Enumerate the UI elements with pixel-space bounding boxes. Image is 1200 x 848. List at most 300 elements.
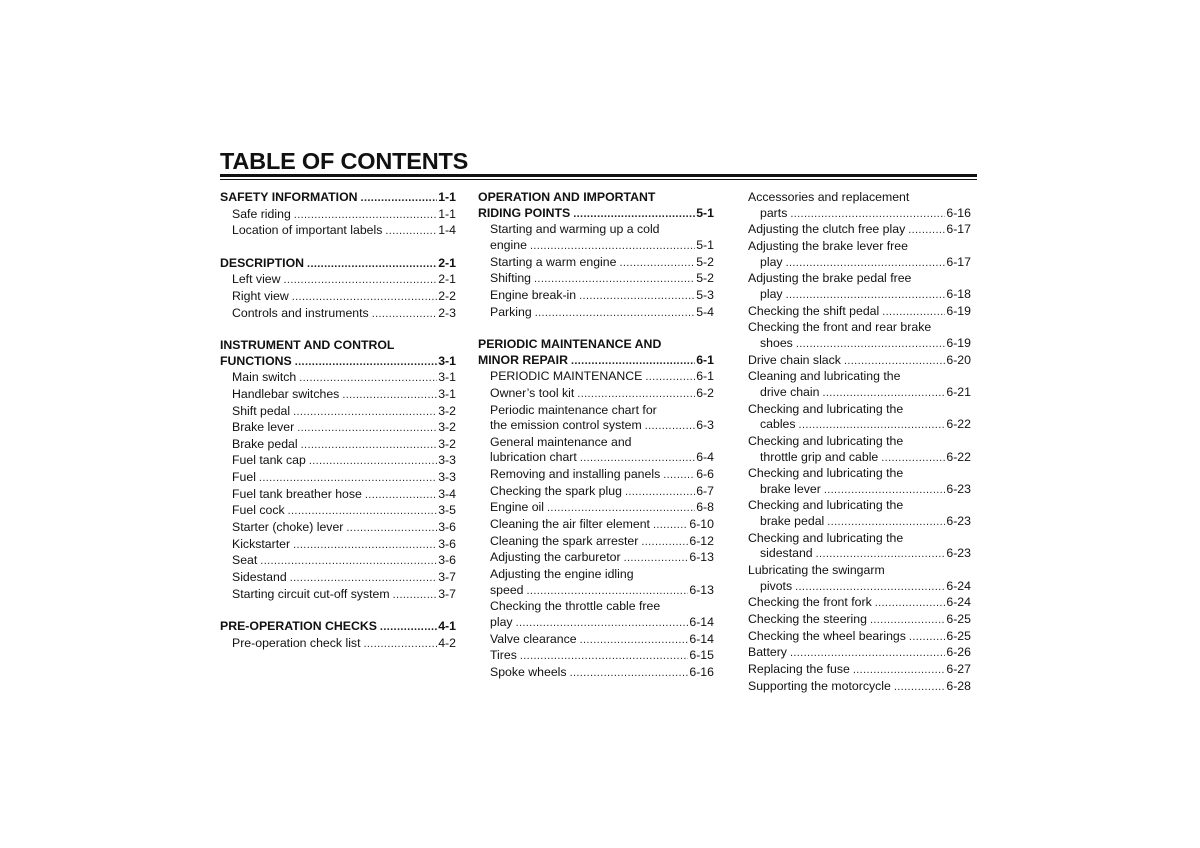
toc-entry [220,636,456,653]
toc-page-number: 5-1 [696,237,714,252]
toc-entry [478,583,714,600]
dot-leader [799,418,946,434]
toc-entry [220,289,456,306]
toc-page-number: 6-18 [946,286,971,301]
toc-entry-label: Location of important labels [232,223,383,238]
toc-entry-label: Adjusting the clutch free play [748,222,906,237]
toc-entry-label: Removing and installing panels [490,467,661,482]
toc-entry-label: Sidestand [232,570,287,585]
toc-entry-label: lubrication chart [490,450,577,465]
section-gap [220,240,456,256]
toc-page-number: 6-28 [946,678,971,693]
dot-leader [346,521,437,537]
toc-entry [748,612,971,629]
toc-page-number: 6-16 [946,205,971,220]
toc-page-number: 6-3 [696,418,714,433]
toc-entry-label: Battery [748,645,787,660]
toc-entry [220,453,456,470]
toc-entry-label: Shift pedal [232,403,291,418]
toc-entry-label: Drive chain slack [748,352,841,367]
section-gap [220,322,456,338]
dot-leader [571,354,695,370]
toc-entry [748,271,971,287]
toc-entry [220,503,456,520]
toc-entry [748,239,971,255]
toc-entry [478,567,714,583]
toc-entry [220,223,456,240]
toc-entry [748,304,971,321]
toc-page-number: 6-1 [696,352,714,367]
toc-page-number: 6-23 [946,546,971,561]
toc-entry-label: Valve clearance [490,631,577,646]
toc-entry-label: Fuel tank breather hose [232,486,362,501]
toc-page-number: 2-1 [438,272,456,287]
toc-entry-label: Checking and lubricating the [748,498,904,513]
toc-entry-label: Left view [232,272,281,287]
section-gap [478,321,714,337]
toc-entry-label: play [490,615,513,630]
dot-leader [570,666,689,682]
toc-section-entry [220,256,456,273]
toc-entry-label: Adjusting the brake pedal free [748,271,912,286]
toc-page-number: 6-23 [946,514,971,529]
toc-page-number: 6-8 [696,500,714,515]
dot-leader [301,438,438,454]
toc-entry [478,534,714,551]
dot-leader [790,646,945,662]
toc-entry-label: shoes [760,335,793,350]
toc-entry [748,206,971,223]
toc-entry-label: Checking and lubricating the [748,530,904,545]
toc-entry [748,434,971,450]
dot-leader [380,620,437,636]
toc-entry [748,595,971,612]
toc-page-number: 3-2 [438,436,456,451]
toc-page-number: 3-5 [438,503,456,518]
toc-entry-label: Starting and warming up a cold [490,222,660,237]
toc-page-number: 6-26 [946,645,971,660]
dot-leader [342,388,437,404]
toc-entry-label: Spoke wheels [490,665,567,680]
toc-entry-label: Checking the front fork [748,595,872,610]
toc-page-number: 3-6 [438,553,456,568]
toc-column-2 [478,190,714,682]
toc-entry [748,482,971,499]
toc-entry-label: speed [490,582,524,597]
toc-entry-label: RIDING POINTS [478,205,571,220]
toc-entry [478,665,714,682]
dot-leader [292,290,437,306]
toc-entry-label: Cleaning the spark arrester [490,533,639,548]
toc-entry [220,207,456,224]
toc-entry [748,563,971,579]
dot-leader [307,257,437,273]
dot-leader [293,538,437,554]
toc-entry-label: Checking the steering [748,612,867,627]
toc-entry [220,404,456,421]
toc-page-number: 1-1 [438,206,456,221]
toc-entry [478,599,714,615]
toc-entry [748,546,971,563]
dot-leader [288,504,438,520]
toc-page-number: 5-2 [696,254,714,269]
toc-entry-label: the emission control system [490,418,642,433]
dot-leader [786,288,946,304]
toc-entry-label: Cleaning and lubricating the [748,369,901,384]
toc-entry [748,466,971,482]
toc-entry [478,632,714,649]
toc-entry-label: Fuel cock [232,503,285,518]
toc-entry [220,487,456,504]
dot-leader [844,354,945,370]
toc-page-number: 5-2 [696,271,714,286]
dot-leader [527,584,689,600]
toc-entry-label: FUNCTIONS [220,353,292,368]
toc-entry-label: General maintenance and [490,434,632,449]
dot-leader [816,547,946,563]
dot-leader [284,273,438,289]
toc-entry-label: Engine break-in [490,287,577,302]
toc-entry [220,537,456,554]
toc-section-entry [220,190,456,207]
toc-entry [220,370,456,387]
toc-page-number: 6-13 [689,550,714,565]
toc-entry-label: cables [760,417,796,432]
toc-entry-label: Checking and lubricating the [748,401,904,416]
toc-entry-label: INSTRUMENT AND CONTROL [220,337,395,352]
dot-leader [795,580,945,596]
toc-page-number: 3-7 [438,586,456,601]
toc-entry [220,272,456,289]
toc-page-number: 1-4 [438,223,456,238]
dot-leader [290,571,438,587]
dot-leader [573,207,695,223]
toc-entry-label: Checking the front and rear brake [748,320,932,335]
toc-entry-label: Fuel tank cap [232,453,306,468]
toc-entry-label: Adjusting the brake lever free [748,238,908,253]
toc-entry [220,470,456,487]
toc-section-entry [220,354,456,371]
title-rule-thin [220,179,977,180]
dot-leader [625,485,695,501]
toc-entry [748,629,971,646]
toc-entry [748,514,971,531]
dot-leader [824,483,946,499]
dot-leader [516,616,689,632]
toc-entry-label: Adjusting the carburetor [490,550,621,565]
toc-column-3 [748,190,971,695]
toc-section-entry [220,619,456,636]
toc-entry-label: Main switch [232,370,297,385]
toc-page-number: 1-1 [438,190,456,204]
toc-entry-label: Engine oil [490,500,545,515]
toc-entry [478,288,714,305]
toc-entry-label: Adjusting the engine idling [490,567,634,582]
toc-page-number: 6-4 [696,450,714,465]
toc-section-entry [478,337,714,353]
dot-leader [853,663,946,679]
toc-entry-label: DESCRIPTION [220,255,305,270]
toc-entry [220,587,456,604]
toc-page-number: 5-3 [696,287,714,302]
toc-entry [220,306,456,323]
toc-entry [748,287,971,304]
toc-page-number: 4-1 [438,619,456,634]
dot-leader [645,370,695,386]
toc-page-number: 6-12 [689,533,714,548]
toc-page-number: 3-3 [438,453,456,468]
toc-entry-label: Checking the throttle cable free [490,599,661,614]
toc-entry [748,336,971,353]
page-title: TABLE OF CONTENTS [220,148,469,174]
toc-entry-label: pivots [760,578,793,593]
dot-leader [580,633,689,649]
toc-entry [748,385,971,402]
dot-leader [299,371,437,387]
toc-page-number: 4-2 [438,635,456,650]
toc-page-number: 3-4 [438,486,456,501]
toc-entry-label: Safe riding [232,206,291,221]
toc-page-number: 6-15 [689,648,714,663]
toc-page-number: 6-1 [696,369,714,384]
dot-leader [393,588,438,604]
dot-leader [577,387,695,403]
dot-leader [881,451,945,467]
dot-leader [875,596,946,612]
toc-page-number: 2-3 [438,305,456,320]
toc-page-number: 3-2 [438,420,456,435]
dot-leader [535,306,696,322]
dot-leader [822,386,945,402]
toc-entry-label: play [760,254,783,269]
toc-entry [478,467,714,484]
dot-leader [645,419,696,435]
toc-page-number: 6-24 [946,578,971,593]
toc-entry [748,531,971,547]
toc-page-number: 6-25 [946,628,971,643]
toc-entry-label: Periodic maintenance chart for [490,402,657,417]
toc-entry [748,450,971,467]
toc-entry-label: Accessories and replacement [748,190,910,204]
toc-entry [220,437,456,454]
toc-entry-label: Starting a warm engine [490,254,617,269]
dot-leader [894,680,946,696]
toc-entry [478,403,714,419]
toc-page-number: 6-21 [946,384,971,399]
toc-entry-label: Seat [232,553,258,568]
toc-page-number: 3-7 [438,570,456,585]
toc-page-number: 3-1 [438,370,456,385]
dot-leader [827,515,945,531]
toc-entry-label: brake pedal [760,514,825,529]
toc-page-number: 6-19 [946,303,971,318]
toc-column-1 [220,190,456,652]
toc-entry-label: engine [490,237,527,252]
toc-page-number: 6-22 [946,417,971,432]
toc-entry-label: brake lever [760,481,821,496]
dot-leader [786,256,946,272]
toc-entry [478,255,714,272]
toc-entry-label: play [760,286,783,301]
toc-entry-label: Fuel [232,470,256,485]
toc-entry-label: Right view [232,288,289,303]
toc-page-number: 6-6 [696,467,714,482]
dot-leader [364,637,438,653]
toc-page-number: 6-13 [689,582,714,597]
dot-leader [790,207,945,223]
toc-entry [478,271,714,288]
toc-entry-label: Parking [490,304,532,319]
toc-entry [748,190,971,206]
toc-entry [478,484,714,501]
toc-entry-label: Starting circuit cut-off system [232,586,390,601]
toc-section-entry [478,190,714,206]
title-rule-thick [220,174,977,177]
dot-leader [365,488,437,504]
toc-entry [748,662,971,679]
toc-page-number: 5-4 [696,304,714,319]
toc-entry [748,402,971,418]
toc-entry-label: Kickstarter [232,536,291,551]
dot-leader [909,630,945,646]
toc-entry [478,517,714,534]
toc-page-number: 6-7 [696,483,714,498]
dot-leader [294,208,437,224]
dot-leader [641,535,688,551]
toc-page-number: 6-22 [946,449,971,464]
toc-entry [478,305,714,322]
dot-leader [295,355,437,371]
dot-leader [530,239,695,255]
dot-leader [653,518,688,534]
toc-page-number: 6-14 [689,631,714,646]
toc-entry [748,255,971,272]
toc-entry [748,645,971,662]
toc-entry-label: sidestand [760,546,813,561]
dot-leader [619,256,695,272]
toc-entry [748,369,971,385]
toc-entry [478,500,714,517]
toc-entry [478,615,714,632]
dot-leader [624,551,689,567]
toc-entry [748,579,971,596]
toc-page-number: 3-1 [438,353,456,368]
toc-entry [478,386,714,403]
toc-entry-label: PERIODIC MAINTENANCE AND [478,336,662,351]
toc-entry-label: Controls and instruments [232,305,369,320]
toc-entry [748,222,971,239]
dot-leader [579,289,695,305]
dot-leader [580,451,695,467]
dot-leader [796,337,946,353]
toc-entry [220,570,456,587]
toc-page-number: 6-20 [946,352,971,367]
toc-entry-label: Pre-operation check list [232,635,361,650]
toc-page-number: 6-17 [946,222,971,237]
toc-entry-label: Brake pedal [232,436,298,451]
dot-leader [882,305,945,321]
toc-page-number: 2-2 [438,288,456,303]
toc-entry-label: Owner’s tool kit [490,385,575,400]
toc-page-number: 6-25 [946,612,971,627]
dot-leader [260,554,437,570]
toc-page-number: 3-2 [438,403,456,418]
toc-page-number: 2-1 [438,255,456,270]
toc-page-number: 3-6 [438,536,456,551]
toc-entry [478,550,714,567]
toc-page-number: 6-19 [946,335,971,350]
dot-leader [908,223,945,239]
dot-leader [309,454,437,470]
dot-leader [372,307,438,323]
toc-section-entry [220,338,456,354]
toc-page-number: 6-10 [689,517,714,532]
toc-entry-label: MINOR REPAIR [478,352,568,367]
section-gap [220,603,456,619]
toc-entry [478,222,714,238]
toc-page-number: 6-2 [696,385,714,400]
toc-entry-label: Checking the wheel bearings [748,628,906,643]
toc-entry [748,417,971,434]
dot-leader [293,405,437,421]
toc-entry-label: Checking the spark plug [490,483,622,498]
dot-leader [547,501,695,517]
toc-entry-label: Cleaning the air filter element [490,517,650,532]
toc-entry [220,420,456,437]
toc-entry-label: Handlebar switches [232,386,340,401]
toc-entry-label: Brake lever [232,420,295,435]
toc-section-entry [478,206,714,223]
toc-entry-label: SAFETY INFORMATION [220,190,358,204]
dot-leader [870,613,945,629]
toc-entry-label: Tires [490,648,517,663]
toc-entry [478,418,714,435]
toc-section-entry [478,353,714,370]
toc-entry-label: parts [760,205,788,220]
toc-entry [748,320,971,336]
dot-leader [520,649,689,665]
toc-page-number: 6-14 [689,615,714,630]
toc-entry [748,498,971,514]
toc-entry [220,387,456,404]
toc-entry-label: Checking the shift pedal [748,303,880,318]
dot-leader [385,224,437,240]
toc-entry-label: Shifting [490,271,532,286]
toc-entry-label: throttle grip and cable [760,449,879,464]
toc-entry-label: Checking and lubricating the [748,433,904,448]
toc-entry-label: OPERATION AND IMPORTANT [478,190,656,204]
toc-entry-label: Lubricating the swingarm [748,563,885,578]
dot-leader [361,191,438,207]
toc-entry [748,353,971,370]
toc-page-number: 5-1 [696,205,714,220]
toc-page-number: 3-1 [438,386,456,401]
toc-page-number: 3-3 [438,470,456,485]
toc-page-number: 6-23 [946,481,971,496]
toc-entry [220,553,456,570]
toc-entry [478,435,714,451]
dot-leader [663,468,695,484]
toc-entry-label: Checking and lubricating the [748,466,904,481]
toc-entry-label: Supporting the motorcycle [748,678,891,693]
toc-page-number: 6-17 [946,254,971,269]
toc-page-number: 6-16 [689,665,714,680]
dot-leader [259,471,437,487]
toc-entry [478,648,714,665]
toc-entry [478,369,714,386]
toc-entry [220,520,456,537]
toc-entry [478,450,714,467]
